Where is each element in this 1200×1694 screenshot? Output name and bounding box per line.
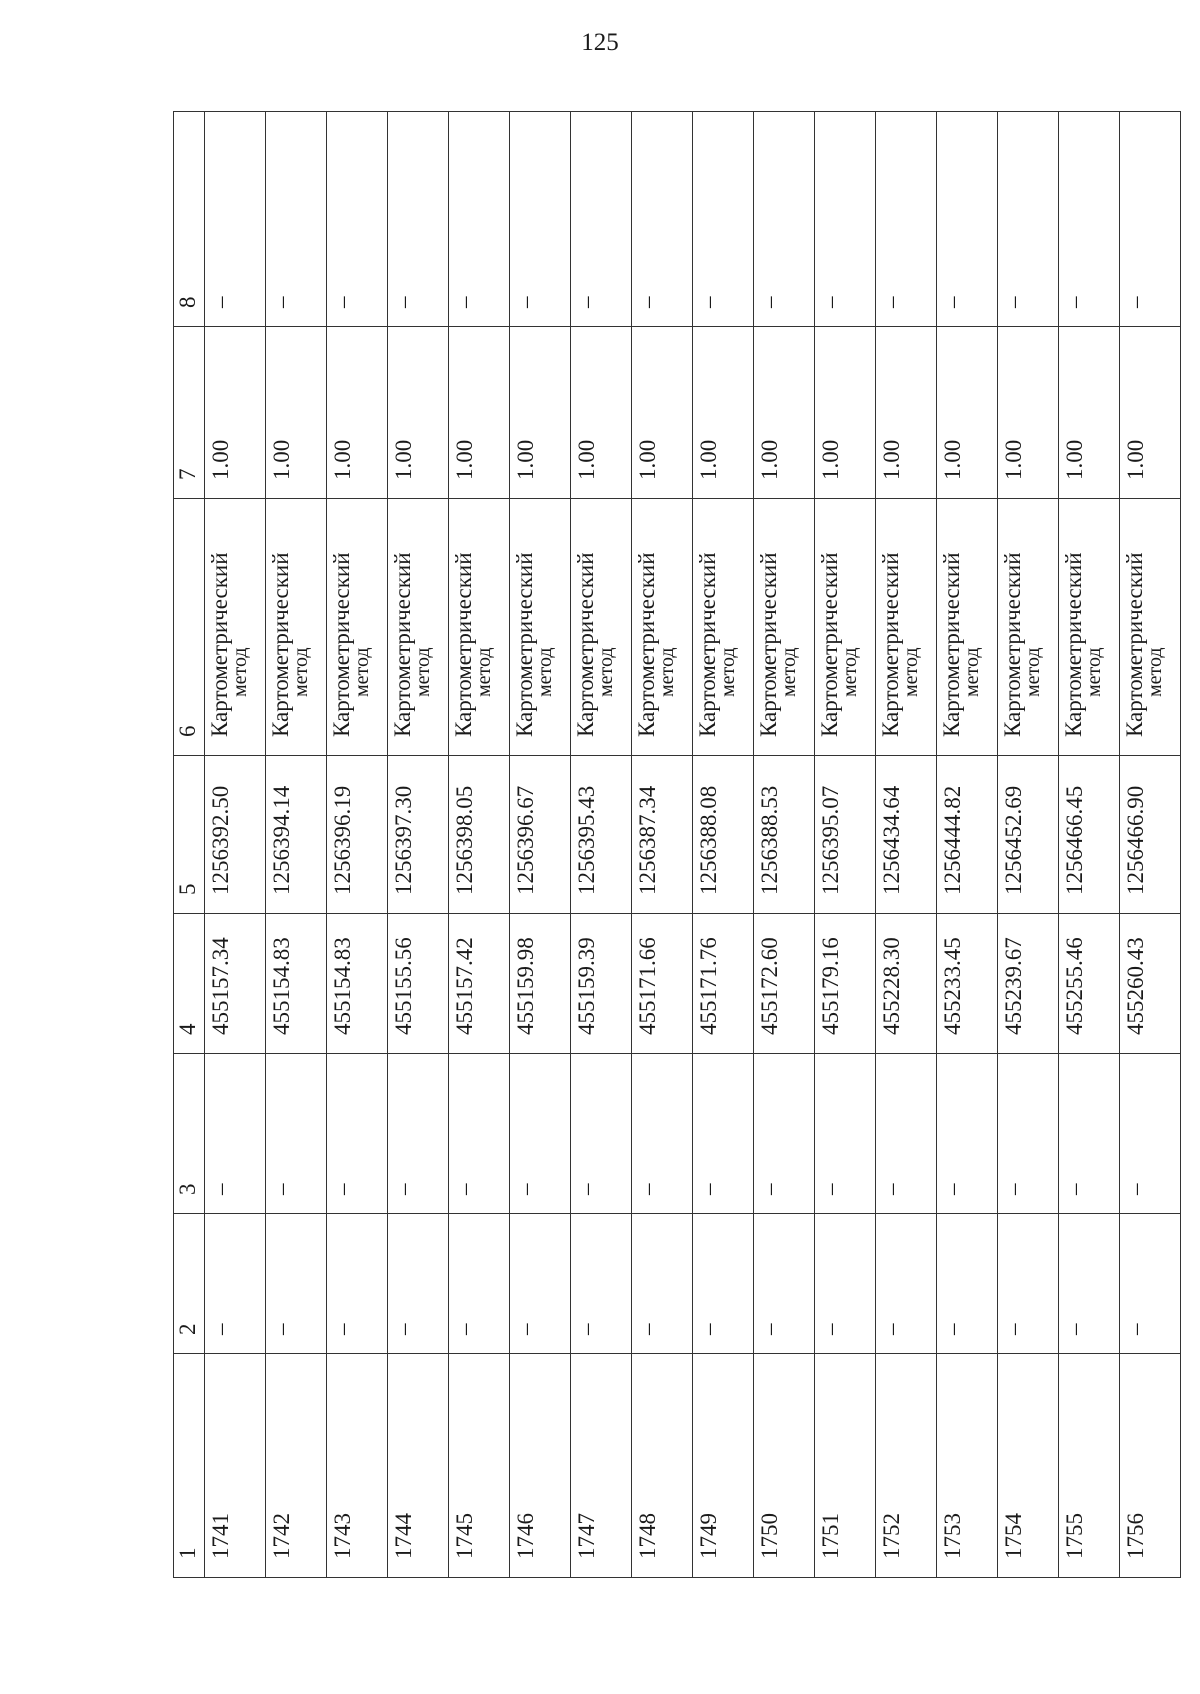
table-header-row <box>174 112 205 1578</box>
method-unit: метод <box>1022 647 1044 697</box>
method-word: Картометрический <box>1000 552 1025 737</box>
cell-col-5: 1256388.53 <box>754 756 815 914</box>
cell-col-6-method <box>754 499 815 756</box>
method-word: Картометрический <box>939 552 964 737</box>
cell-col-4: 455171.76 <box>693 914 754 1054</box>
cell-col-4: 455157.42 <box>449 914 510 1054</box>
cell-col-1: 1755 <box>1059 1354 1120 1578</box>
table-row <box>327 112 388 1578</box>
cell-col-7: 1.00 <box>754 327 815 499</box>
cell-col-7: 1.00 <box>815 327 876 499</box>
cell-col-3: – <box>937 1054 998 1214</box>
method-unit: метод <box>961 647 983 697</box>
method-word: Картометрический <box>573 552 598 737</box>
cell-col-6-method <box>632 499 693 756</box>
table-row <box>510 112 571 1578</box>
column-header-7: 7 <box>174 327 205 499</box>
cell-col-4: 455233.45 <box>937 914 998 1054</box>
method-word: Картометрический <box>451 552 476 737</box>
cell-col-6-method <box>205 499 266 756</box>
method-unit: метод <box>229 647 251 697</box>
table-row <box>266 112 327 1578</box>
cell-col-7: 1.00 <box>205 327 266 499</box>
table-row <box>449 112 510 1578</box>
cell-col-4: 455255.46 <box>1059 914 1120 1054</box>
cell-col-1: 1750 <box>754 1354 815 1578</box>
cell-col-8: – <box>754 112 815 327</box>
cell-col-8: – <box>266 112 327 327</box>
cell-col-3: – <box>266 1054 327 1214</box>
cell-col-3: – <box>449 1054 510 1214</box>
cell-col-1: 1747 <box>571 1354 632 1578</box>
column-header-5: 5 <box>174 756 205 914</box>
cell-col-4: 455159.98 <box>510 914 571 1054</box>
method-word: Картометрический <box>1061 552 1086 737</box>
cell-col-6-method <box>449 499 510 756</box>
cell-col-4: 455179.16 <box>815 914 876 1054</box>
cell-col-1: 1745 <box>449 1354 510 1578</box>
cell-col-1: 1754 <box>998 1354 1059 1578</box>
cell-col-2: – <box>327 1214 388 1354</box>
cell-col-6-method <box>510 499 571 756</box>
cell-col-5: 1256388.08 <box>693 756 754 914</box>
cell-col-7: 1.00 <box>266 327 327 499</box>
cell-col-5: 1256387.34 <box>632 756 693 914</box>
method-word: Картометрический <box>512 552 537 737</box>
cell-col-5: 1256395.07 <box>815 756 876 914</box>
table-row <box>1120 112 1181 1578</box>
cell-col-6-method <box>571 499 632 756</box>
cell-col-5: 1256397.30 <box>388 756 449 914</box>
cell-col-4: 455157.34 <box>205 914 266 1054</box>
cell-col-2: – <box>1120 1214 1181 1354</box>
cell-col-2: – <box>510 1214 571 1354</box>
cell-col-4: 455172.60 <box>754 914 815 1054</box>
column-header-2: 2 <box>174 1214 205 1354</box>
cell-col-8: – <box>632 112 693 327</box>
cell-col-5: 1256444.82 <box>937 756 998 914</box>
cell-col-5: 1256394.14 <box>266 756 327 914</box>
page-number: 125 <box>581 29 619 56</box>
cell-col-8: – <box>205 112 266 327</box>
cell-col-8: – <box>388 112 449 327</box>
coordinates-table <box>173 111 1181 1578</box>
cell-col-5: 1256434.64 <box>876 756 937 914</box>
cell-col-6-method <box>1120 499 1181 756</box>
cell-col-8: – <box>693 112 754 327</box>
table-body <box>174 112 1181 1578</box>
cell-col-4: 455228.30 <box>876 914 937 1054</box>
table-row <box>205 112 266 1578</box>
method-unit: метод <box>412 647 434 697</box>
cell-col-1: 1744 <box>388 1354 449 1578</box>
cell-col-5: 1256396.67 <box>510 756 571 914</box>
cell-col-2: – <box>449 1214 510 1354</box>
cell-col-7: 1.00 <box>876 327 937 499</box>
method-word: Картометрический <box>1122 552 1147 737</box>
table-row <box>754 112 815 1578</box>
table-row <box>632 112 693 1578</box>
cell-col-7: 1.00 <box>1059 327 1120 499</box>
cell-col-1: 1742 <box>266 1354 327 1578</box>
table-row <box>876 112 937 1578</box>
cell-col-3: – <box>998 1054 1059 1214</box>
cell-col-7: 1.00 <box>632 327 693 499</box>
cell-col-8: – <box>327 112 388 327</box>
cell-col-2: – <box>937 1214 998 1354</box>
cell-col-2: – <box>876 1214 937 1354</box>
cell-col-5: 1256395.43 <box>571 756 632 914</box>
cell-col-1: 1753 <box>937 1354 998 1578</box>
cell-col-6-method <box>327 499 388 756</box>
cell-col-2: – <box>266 1214 327 1354</box>
table-row <box>815 112 876 1578</box>
column-header-4: 4 <box>174 914 205 1054</box>
cell-col-1: 1756 <box>1120 1354 1181 1578</box>
cell-col-2: – <box>998 1214 1059 1354</box>
method-word: Картометрический <box>878 552 903 737</box>
cell-col-3: – <box>205 1054 266 1214</box>
method-word: Картометрический <box>268 552 293 737</box>
cell-col-4: 455159.39 <box>571 914 632 1054</box>
cell-col-7: 1.00 <box>693 327 754 499</box>
cell-col-5: 1256392.50 <box>205 756 266 914</box>
cell-col-8: – <box>1120 112 1181 327</box>
cell-col-1: 1752 <box>876 1354 937 1578</box>
cell-col-2: – <box>388 1214 449 1354</box>
table-row <box>1059 112 1120 1578</box>
cell-col-8: – <box>510 112 571 327</box>
cell-col-4: 455239.67 <box>998 914 1059 1054</box>
method-word: Картометрический <box>634 552 659 737</box>
cell-col-2: – <box>815 1214 876 1354</box>
cell-col-2: – <box>632 1214 693 1354</box>
cell-col-1: 1746 <box>510 1354 571 1578</box>
cell-col-2: – <box>1059 1214 1120 1354</box>
cell-col-6-method <box>693 499 754 756</box>
cell-col-8: – <box>876 112 937 327</box>
cell-col-8: – <box>998 112 1059 327</box>
cell-col-8: – <box>937 112 998 327</box>
method-unit: метод <box>595 647 617 697</box>
cell-col-5: 1256466.90 <box>1120 756 1181 914</box>
method-unit: метод <box>1083 647 1105 697</box>
cell-col-4: 455154.83 <box>327 914 388 1054</box>
cell-col-7: 1.00 <box>1120 327 1181 499</box>
table-row <box>388 112 449 1578</box>
cell-col-3: – <box>754 1054 815 1214</box>
cell-col-2: – <box>754 1214 815 1354</box>
method-unit: метод <box>839 647 861 697</box>
cell-col-3: – <box>693 1054 754 1214</box>
cell-col-5: 1256466.45 <box>1059 756 1120 914</box>
cell-col-1: 1748 <box>632 1354 693 1578</box>
method-unit: метод <box>351 647 373 697</box>
cell-col-3: – <box>388 1054 449 1214</box>
cell-col-6-method <box>266 499 327 756</box>
cell-col-3: – <box>510 1054 571 1214</box>
cell-col-5: 1256398.05 <box>449 756 510 914</box>
cell-col-3: – <box>815 1054 876 1214</box>
method-word: Картометрический <box>695 552 720 737</box>
column-header-1: 1 <box>174 1354 205 1578</box>
column-header-3: 3 <box>174 1054 205 1214</box>
cell-col-6-method <box>388 499 449 756</box>
cell-col-3: – <box>327 1054 388 1214</box>
cell-col-1: 1743 <box>327 1354 388 1578</box>
cell-col-3: – <box>571 1054 632 1214</box>
cell-col-8: – <box>815 112 876 327</box>
cell-col-8: – <box>1059 112 1120 327</box>
cell-col-3: – <box>1120 1054 1181 1214</box>
method-unit: метод <box>534 647 556 697</box>
method-unit: метод <box>290 647 312 697</box>
method-word: Картометрический <box>756 552 781 737</box>
cell-col-7: 1.00 <box>998 327 1059 499</box>
cell-col-7: 1.00 <box>388 327 449 499</box>
method-unit: метод <box>778 647 800 697</box>
cell-col-5: 1256452.69 <box>998 756 1059 914</box>
cell-col-2: – <box>693 1214 754 1354</box>
cell-col-2: – <box>205 1214 266 1354</box>
cell-col-5: 1256396.19 <box>327 756 388 914</box>
cell-col-7: 1.00 <box>571 327 632 499</box>
cell-col-7: 1.00 <box>327 327 388 499</box>
cell-col-7: 1.00 <box>510 327 571 499</box>
method-word: Картометрический <box>329 552 354 737</box>
method-word: Картометрический <box>817 552 842 737</box>
cell-col-1: 1751 <box>815 1354 876 1578</box>
method-unit: метод <box>473 647 495 697</box>
column-header-6: 6 <box>174 499 205 756</box>
column-header-8: 8 <box>174 112 205 327</box>
table-row <box>693 112 754 1578</box>
cell-col-3: – <box>876 1054 937 1214</box>
method-word: Картометрический <box>207 552 232 737</box>
method-unit: метод <box>656 647 678 697</box>
cell-col-7: 1.00 <box>449 327 510 499</box>
cell-col-4: 455260.43 <box>1120 914 1181 1054</box>
cell-col-8: – <box>571 112 632 327</box>
method-unit: метод <box>717 647 739 697</box>
cell-col-6-method <box>876 499 937 756</box>
method-unit: метод <box>1144 647 1166 697</box>
cell-col-6-method <box>815 499 876 756</box>
cell-col-1: 1741 <box>205 1354 266 1578</box>
coordinates-table-container <box>173 112 1166 1578</box>
cell-col-4: 455155.56 <box>388 914 449 1054</box>
cell-col-6-method <box>1059 499 1120 756</box>
cell-col-4: 455154.83 <box>266 914 327 1054</box>
cell-col-6-method <box>937 499 998 756</box>
cell-col-3: – <box>1059 1054 1120 1214</box>
cell-col-7: 1.00 <box>937 327 998 499</box>
cell-col-6-method <box>998 499 1059 756</box>
cell-col-2: – <box>571 1214 632 1354</box>
table-row <box>571 112 632 1578</box>
table-row <box>998 112 1059 1578</box>
cell-col-4: 455171.66 <box>632 914 693 1054</box>
cell-col-1: 1749 <box>693 1354 754 1578</box>
table-row <box>937 112 998 1578</box>
method-unit: метод <box>900 647 922 697</box>
cell-col-8: – <box>449 112 510 327</box>
cell-col-3: – <box>632 1054 693 1214</box>
method-word: Картометрический <box>390 552 415 737</box>
